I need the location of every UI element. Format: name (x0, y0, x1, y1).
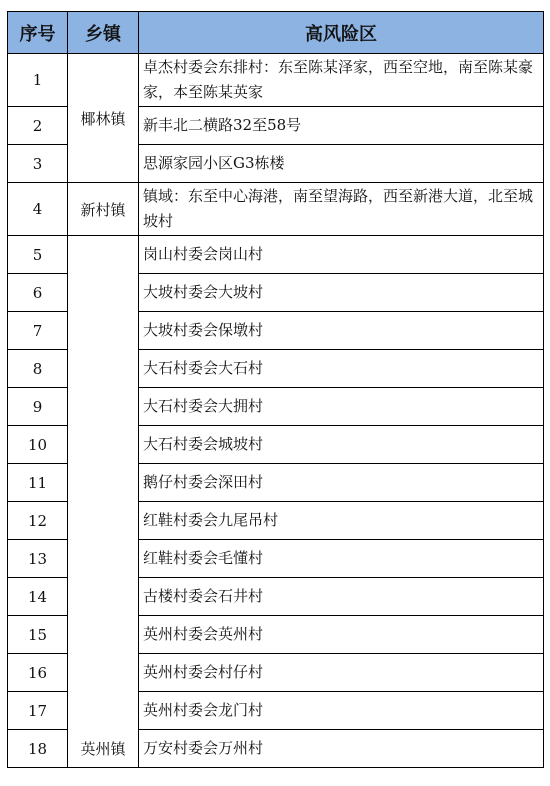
row-index: 9 (8, 388, 68, 426)
area-cell: 镇域：东至中心海港，南至望海路，西至新港大道，北至城坡村 (139, 183, 544, 236)
header-town: 乡镇 (68, 12, 139, 54)
row-index: 3 (8, 145, 68, 183)
town-cell: 英州镇 (68, 236, 139, 768)
area-cell: 英州村委会英州村 (139, 616, 544, 654)
area-cell: 古楼村委会石井村 (139, 578, 544, 616)
area-cell: 万安村委会万州村 (139, 730, 544, 768)
area-cell: 大石村委会大拥村 (139, 388, 544, 426)
row-index: 6 (8, 274, 68, 312)
row-index: 18 (8, 730, 68, 768)
town-cell: 椰林镇 (68, 54, 139, 183)
table-header-row (8, 12, 544, 54)
area-cell: 英州村委会村仔村 (139, 654, 544, 692)
row-index: 15 (8, 616, 68, 654)
header-index: 序号 (8, 12, 68, 54)
row-index: 17 (8, 692, 68, 730)
table-row (8, 54, 544, 107)
header-area: 高风险区 (139, 12, 544, 54)
row-index: 5 (8, 236, 68, 274)
area-cell: 大石村委会城坡村 (139, 426, 544, 464)
area-cell: 红鞋村委会毛懂村 (139, 540, 544, 578)
row-index: 14 (8, 578, 68, 616)
area-cell: 英州村委会龙门村 (139, 692, 544, 730)
row-index: 10 (8, 426, 68, 464)
area-cell: 鹅仔村委会深田村 (139, 464, 544, 502)
row-index: 13 (8, 540, 68, 578)
area-cell: 新丰北二横路32至58号 (139, 107, 544, 145)
row-index: 16 (8, 654, 68, 692)
row-index: 11 (8, 464, 68, 502)
table-row (8, 183, 544, 236)
area-cell: 大坡村委会大坡村 (139, 274, 544, 312)
row-index: 4 (8, 183, 68, 236)
area-cell: 大坡村委会保墩村 (139, 312, 544, 350)
row-index: 7 (8, 312, 68, 350)
area-cell: 红鞋村委会九尾吊村 (139, 502, 544, 540)
table-row (8, 236, 544, 274)
town-cell: 新村镇 (68, 183, 139, 236)
row-index: 8 (8, 350, 68, 388)
row-index: 2 (8, 107, 68, 145)
row-index: 1 (8, 54, 68, 107)
area-cell: 大石村委会大石村 (139, 350, 544, 388)
area-cell: 卓杰村委会东排村：东至陈某泽家，西至空地，南至陈某豪家，本至陈某英家 (139, 54, 544, 107)
high-risk-area-table (7, 11, 544, 768)
area-cell: 思源家园小区G3栋楼 (139, 145, 544, 183)
area-cell: 岗山村委会岗山村 (139, 236, 544, 274)
row-index: 12 (8, 502, 68, 540)
